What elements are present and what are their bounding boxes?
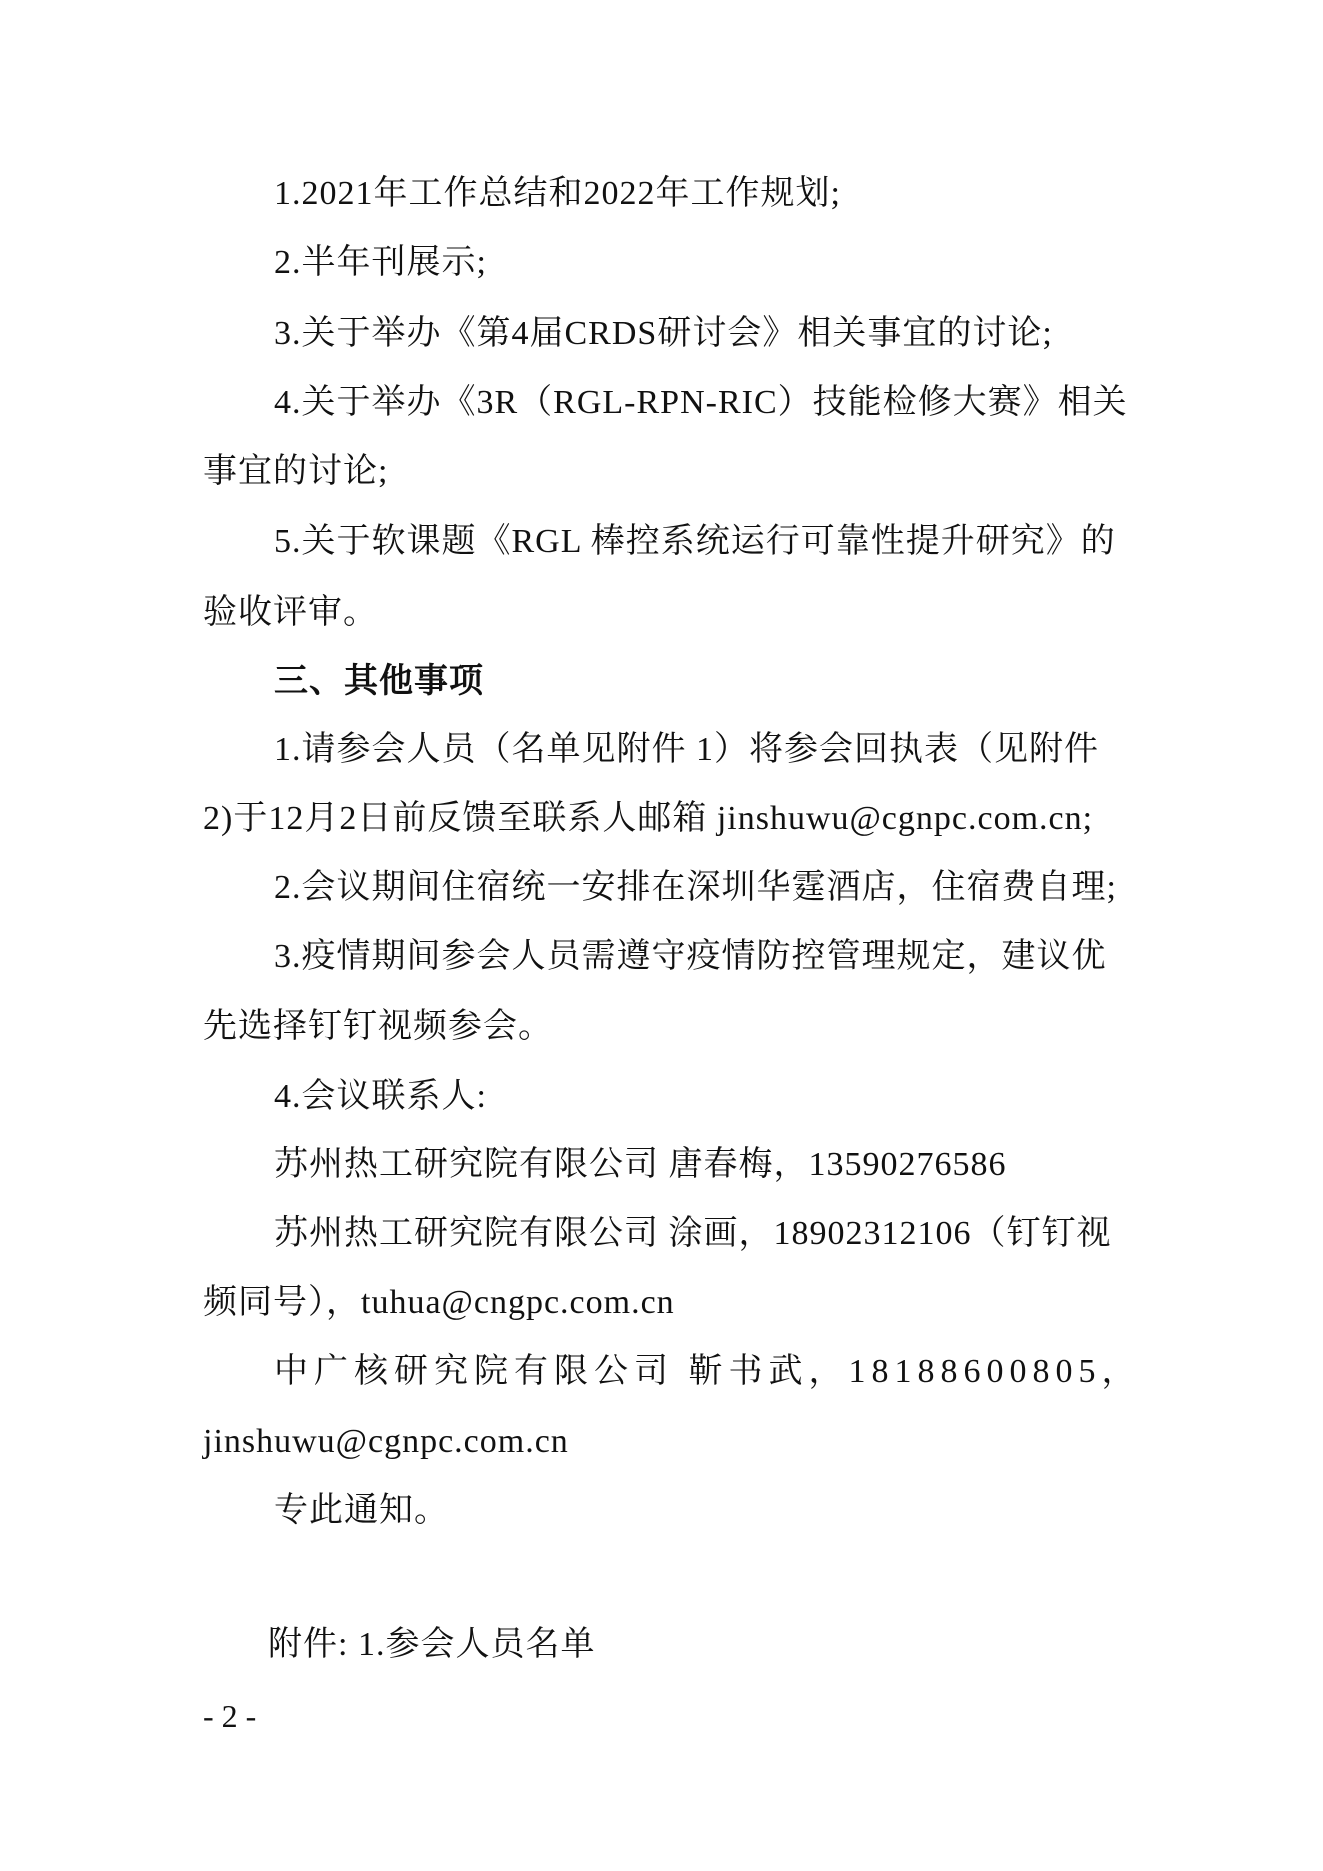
agenda-item-5-cont: 验收评审。 bbox=[203, 594, 378, 631]
agenda-item-2: 2.半年刊展示; bbox=[274, 244, 487, 281]
other-item-2: 2.会议期间住宿统一安排在深圳华霆酒店，住宿费自理; bbox=[274, 869, 1117, 906]
other-item-1-cont: 2)于12月2日前反馈至联系人邮箱 jinshuwu@cgnpc.com.cn; bbox=[203, 800, 1094, 837]
other-item-1: 1.请参会人员（名单见附件 1）将参会回执表（见附件 bbox=[274, 731, 1099, 768]
closing-text: 专此通知。 bbox=[274, 1492, 449, 1529]
contact-2-cont: 频同号），tuhua@cngpc.com.cn bbox=[203, 1284, 675, 1321]
other-item-3: 3.疫情期间参会人员需遵守疫情防控管理规定，建议优 bbox=[274, 938, 1107, 975]
page-number: - 2 - bbox=[203, 1698, 257, 1734]
attachment-line: 附件: 1.参会人员名单 bbox=[268, 1626, 596, 1663]
agenda-item-4: 4.关于举办《3R（RGL-RPN-RIC）技能检修大赛》相关 bbox=[274, 384, 1128, 421]
contact-3: 中广核研究院有限公司 靳书武，18188600805， bbox=[274, 1353, 1142, 1390]
agenda-item-5: 5.关于软课题《RGL 棒控系统运行可靠性提升研究》的 bbox=[274, 523, 1116, 560]
contact-2: 苏州热工研究院有限公司 涂画，18902312106（钉钉视 bbox=[274, 1215, 1112, 1252]
contact-3-cont: jinshuwu@cgnpc.com.cn bbox=[203, 1423, 569, 1460]
contact-1: 苏州热工研究院有限公司 唐春梅，13590276586 bbox=[274, 1146, 1007, 1183]
agenda-item-3: 3.关于举办《第4届CRDS研讨会》相关事宜的讨论; bbox=[274, 315, 1053, 352]
agenda-item-1: 1.2021年工作总结和2022年工作规划; bbox=[274, 175, 841, 212]
section-heading: 三、其他事项 bbox=[274, 662, 484, 700]
other-item-4: 4.会议联系人: bbox=[274, 1078, 487, 1115]
other-item-3-cont: 先选择钉钉视频参会。 bbox=[203, 1008, 553, 1045]
agenda-item-4-cont: 事宜的讨论; bbox=[203, 453, 389, 490]
